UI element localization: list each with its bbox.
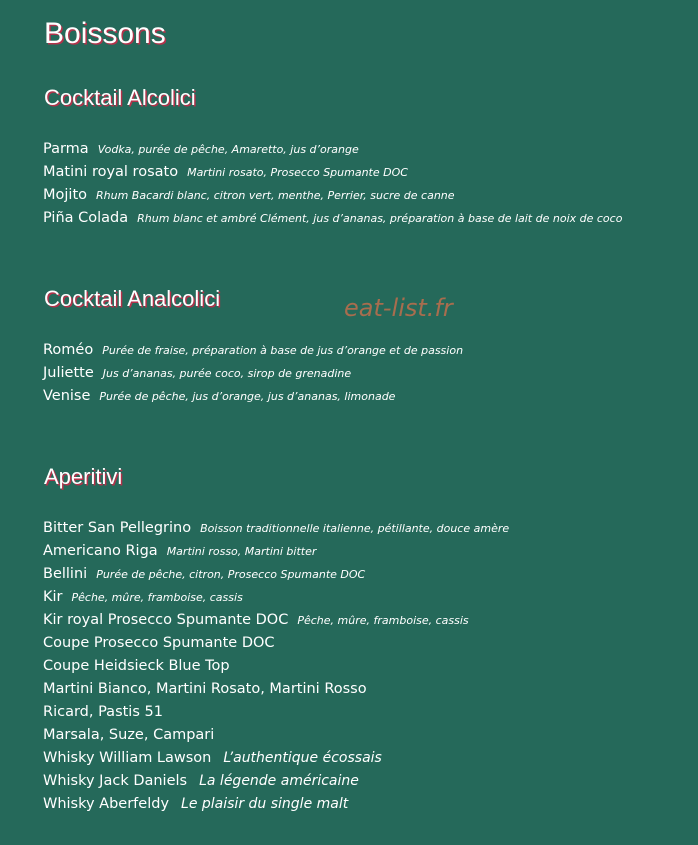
item-name: Whisky William Lawson (43, 750, 212, 766)
menu-item (43, 337, 463, 360)
item-description: Pêche, mûre, framboise, cassis (297, 614, 469, 627)
item-description: Rhum Bacardi blanc, citron vert, menthe, Perrier, sucre de canne (96, 189, 455, 202)
item-description: Purée de pêche, jus d’orange, jus d’ananas, limonade (99, 390, 396, 403)
menu-item (43, 630, 509, 653)
item-list-cocktail-analcolici (43, 337, 463, 406)
section-title-cocktail-alcolici: Cocktail Alcolici (44, 85, 196, 110)
menu-item (43, 561, 509, 584)
watermark: eat-list.fr (344, 294, 453, 322)
item-description: Martini rosato, Prosecco Spumante DOC (187, 166, 408, 179)
menu-item (43, 699, 509, 722)
section-title-cocktail-analcolici: Cocktail Analcolici (44, 286, 221, 311)
item-name: Marsala, Suze, Campari (43, 727, 215, 743)
item-name: Kir (43, 589, 63, 605)
item-name: Juliette (43, 365, 94, 381)
item-name: Bellini (43, 566, 88, 582)
item-name: Matini royal rosato (43, 164, 179, 180)
menu-item (43, 360, 463, 383)
item-name: Venise (43, 388, 91, 404)
item-description: Pêche, mûre, framboise, cassis (71, 591, 243, 604)
item-name: Roméo (43, 342, 94, 358)
item-description: Jus d’ananas, purée coco, sirop de grenadine (102, 367, 352, 380)
item-name: Coupe Heidsieck Blue Top (43, 658, 230, 674)
item-name: Piña Colada (43, 210, 129, 226)
item-name: Coupe Prosecco Spumante DOC (43, 635, 275, 651)
item-tagline: La légende américaine (199, 773, 359, 789)
item-name: Whisky Jack Daniels (43, 773, 188, 789)
item-name: Parma (43, 141, 89, 157)
item-name: Whisky Aberfeldy (43, 796, 170, 812)
item-name: Bitter San Pellegrino (43, 520, 192, 536)
item-description: Rhum blanc et ambré Clément, jus d’ananas, préparation à base de lait de noix de coco (137, 212, 623, 225)
item-description: Purée de pêche, citron, Prosecco Spumante DOC (96, 568, 366, 581)
menu-item (43, 768, 509, 791)
menu-item (43, 538, 509, 561)
item-description: Boisson traditionnelle italienne, pétillante, douce amère (200, 522, 510, 535)
menu-item (43, 136, 622, 159)
item-description: Purée de fraise, préparation à base de jus d’orange et de passion (102, 344, 464, 357)
item-name: Martini Bianco, Martini Rosato, Martini Rosso (43, 681, 367, 697)
item-tagline: Le plaisir du single malt (181, 796, 349, 812)
menu-item (43, 745, 509, 768)
menu-item (43, 182, 622, 205)
item-list-aperitivi (43, 515, 509, 814)
item-name: Ricard, Pastis 51 (43, 704, 163, 720)
item-name: Americano Riga (43, 543, 158, 559)
item-list-cocktail-alcolici (43, 136, 622, 228)
item-description: Martini rosso, Martini bitter (166, 545, 317, 558)
menu-item (43, 722, 509, 745)
item-name: Mojito (43, 187, 87, 203)
menu-item (43, 676, 509, 699)
menu-item (43, 653, 509, 676)
menu-item (43, 791, 509, 814)
section-title-aperitivi: Aperitivi (44, 464, 123, 489)
item-tagline: L’authentique écossais (223, 750, 382, 766)
item-description: Vodka, purée de pêche, Amaretto, jus d’orange (97, 143, 359, 156)
menu-item (43, 515, 509, 538)
menu-item (43, 607, 509, 630)
page-title: Boissons (44, 17, 166, 50)
menu-item (43, 205, 622, 228)
menu-item (43, 584, 509, 607)
menu-item (43, 159, 622, 182)
menu-item (43, 383, 463, 406)
item-name: Kir royal Prosecco Spumante DOC (43, 612, 289, 628)
